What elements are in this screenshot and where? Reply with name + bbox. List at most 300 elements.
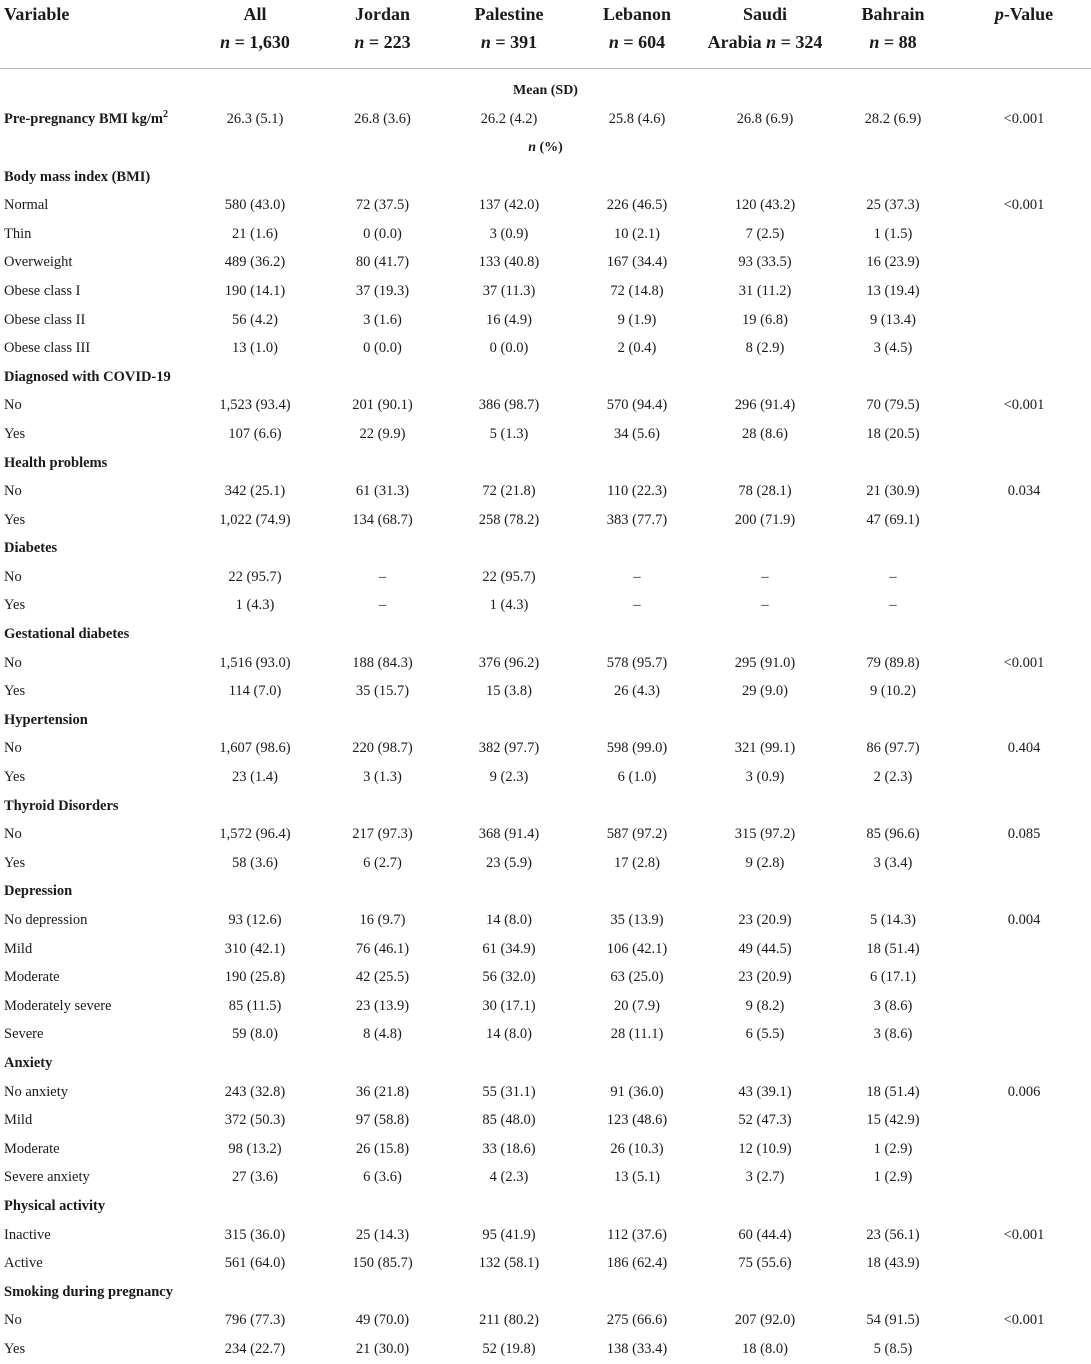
table-cell: – xyxy=(761,597,769,614)
section-title: Gestational diabetes xyxy=(4,626,130,643)
p-value-cell xyxy=(957,1135,1091,1164)
table-row xyxy=(0,763,1091,792)
table-cell: 75 (55.6) xyxy=(738,1255,792,1272)
table-cell: 17 (2.8) xyxy=(614,854,660,871)
table-cell: 12 (10.9) xyxy=(738,1140,792,1157)
bmi-label xyxy=(0,106,190,135)
row-label: Severe xyxy=(4,1026,44,1043)
table-cell: 275 (66.6) xyxy=(606,1312,668,1329)
header-col-name: Saudi xyxy=(742,4,788,24)
header-n-symbol: n xyxy=(354,32,365,52)
table-cell: 15 (3.8) xyxy=(486,683,532,700)
table-row xyxy=(0,191,1091,220)
table-cell: 3 (4.5) xyxy=(873,340,913,357)
header-lebanon xyxy=(573,0,701,68)
section-title: Hypertension xyxy=(4,711,88,728)
header-n-value: = 604 xyxy=(618,32,666,52)
spacer-cell xyxy=(0,68,1091,77)
table-row xyxy=(0,1164,1091,1193)
spacer-row xyxy=(0,68,1091,77)
header-variable: Variable xyxy=(0,0,190,68)
mean-sd-row xyxy=(0,77,1091,106)
table-cell: 9 (10.2) xyxy=(870,683,916,700)
table-cell: 190 (25.8) xyxy=(224,969,286,986)
table-cell: 28 (8.6) xyxy=(742,425,788,442)
table-cell: 7 (2.5) xyxy=(745,225,785,242)
section-title: Anxiety xyxy=(4,1054,53,1071)
table-cell: 78 (28.1) xyxy=(738,483,792,500)
table-cell: 18 (20.5) xyxy=(866,425,920,442)
row-label: Yes xyxy=(4,1340,26,1357)
p-value-cell xyxy=(957,506,1091,535)
table-cell: 23 (5.9) xyxy=(486,854,532,871)
table-cell: 107 (6.6) xyxy=(228,425,282,442)
table-cell: 1,607 (98.6) xyxy=(219,740,291,757)
table-cell: 34 (5.6) xyxy=(614,425,660,442)
table-cell: – xyxy=(378,597,387,614)
row-label: Yes xyxy=(4,683,26,700)
section-header-row xyxy=(0,1192,1091,1221)
header-n-value: = 324 xyxy=(776,32,823,52)
table-cell: 3 (1.6) xyxy=(363,311,402,328)
table-cell: 207 (92.0) xyxy=(734,1312,796,1329)
table-cell: 13 (19.4) xyxy=(866,282,920,299)
table-cell: – xyxy=(633,597,641,614)
table-cell: 23 (56.1) xyxy=(866,1226,920,1243)
table-cell: 23 (13.9) xyxy=(355,997,410,1014)
p-value-cell xyxy=(957,1106,1091,1135)
table-cell: 9 (2.8) xyxy=(745,854,785,871)
table-cell: 8 (2.9) xyxy=(745,340,785,357)
header-p-value xyxy=(957,0,1091,68)
table-cell: 3 (0.9) xyxy=(745,769,785,786)
table-cell: 2 (0.4) xyxy=(617,340,657,357)
table-cell: 31 (11.2) xyxy=(738,282,792,299)
table-cell: 15 (42.9) xyxy=(866,1112,920,1129)
row-label: Active xyxy=(4,1255,43,1272)
row-label: No xyxy=(4,568,22,585)
table-cell: 8 (4.8) xyxy=(363,1026,402,1043)
table-cell: 23 (20.9) xyxy=(738,969,792,986)
p-value-cell: 0.085 xyxy=(1007,826,1041,843)
table-cell: 6 (5.5) xyxy=(745,1026,785,1043)
section-title: Body mass index (BMI) xyxy=(4,168,151,185)
n-pct-italic: n xyxy=(528,140,536,156)
header-all xyxy=(190,0,320,68)
table-cell: 561 (64.0) xyxy=(224,1255,286,1272)
p-value-cell xyxy=(957,563,1091,592)
table-cell: 234 (22.7) xyxy=(224,1340,286,1357)
header-n-value: = 88 xyxy=(879,32,917,52)
section-header-row xyxy=(0,878,1091,907)
row-label: Thin xyxy=(4,225,32,242)
n-pct-row xyxy=(0,134,1091,163)
row-label: Mild xyxy=(4,1112,33,1129)
table-row xyxy=(0,1021,1091,1050)
table-cell: 26.8 (6.9) xyxy=(736,111,794,128)
table-cell: – xyxy=(889,597,897,614)
table-cell: 95 (41.9) xyxy=(482,1226,536,1243)
p-value-cell xyxy=(957,1021,1091,1050)
table-cell: 80 (41.7) xyxy=(355,254,410,271)
header-n-value: = 391 xyxy=(490,32,538,52)
table-cell: 1 (2.9) xyxy=(873,1140,913,1157)
table-row xyxy=(0,735,1091,764)
header-saudi-arabia xyxy=(701,0,829,68)
table-cell: 47 (69.1) xyxy=(866,511,920,528)
table-cell: 22 (95.7) xyxy=(482,568,536,585)
table-cell: 6 (2.7) xyxy=(363,854,402,871)
table-cell: 123 (48.6) xyxy=(606,1112,668,1129)
table-cell: 26.3 (5.1) xyxy=(226,111,284,128)
table-row xyxy=(0,277,1091,306)
section-header-row xyxy=(0,792,1091,821)
table-cell: 186 (62.4) xyxy=(606,1255,668,1272)
table-cell: 321 (99.1) xyxy=(734,740,796,757)
header-col-name: Jordan xyxy=(354,4,410,24)
table-row xyxy=(0,563,1091,592)
table-cell: 25.8 (4.6) xyxy=(608,111,666,128)
row-label: Yes xyxy=(4,425,26,442)
table-cell: 37 (11.3) xyxy=(482,282,536,299)
table-cell: 33 (18.6) xyxy=(482,1140,536,1157)
section-header-row xyxy=(0,1049,1091,1078)
table-cell: 14 (8.0) xyxy=(486,912,532,929)
table-cell: 16 (4.9) xyxy=(486,311,532,328)
table-cell: 188 (84.3) xyxy=(352,654,413,671)
table-cell: 72 (14.8) xyxy=(610,282,664,299)
table-cell: 58 (3.6) xyxy=(232,854,278,871)
table-cell: 72 (21.8) xyxy=(482,483,536,500)
table-cell: 26 (15.8) xyxy=(355,1140,410,1157)
header-n-value: = 223 xyxy=(364,32,411,52)
table-cell: 21 (1.6) xyxy=(232,225,278,242)
table-cell: 42 (25.5) xyxy=(355,969,410,986)
table-cell: 1,516 (93.0) xyxy=(219,654,291,671)
table-cell: 3 (2.7) xyxy=(745,1169,785,1186)
table-cell: 296 (91.4) xyxy=(734,397,796,414)
table-cell: – xyxy=(378,568,387,585)
row-label: No anxiety xyxy=(4,1083,69,1100)
table-cell: 3 (8.6) xyxy=(873,997,913,1014)
table-cell: 14 (8.0) xyxy=(486,1026,532,1043)
p-value-cell xyxy=(957,277,1091,306)
p-value-cell xyxy=(957,249,1091,278)
table-cell: 167 (34.4) xyxy=(606,254,668,271)
table-cell: 26.8 (3.6) xyxy=(354,111,411,128)
table-cell: 132 (58.1) xyxy=(478,1255,540,1272)
table-cell: 243 (32.8) xyxy=(224,1083,286,1100)
table-header xyxy=(0,0,1091,68)
table-cell: 26 (4.3) xyxy=(614,683,660,700)
table-cell: 0 (0.0) xyxy=(489,340,529,357)
table-cell: 0 (0.0) xyxy=(363,340,402,357)
table-cell: 9 (13.4) xyxy=(870,311,916,328)
bmi-label-sup: 2 xyxy=(162,109,168,121)
table-cell: 35 (13.9) xyxy=(610,912,664,929)
table-cell: 5 (8.5) xyxy=(873,1340,913,1357)
n-pct-label xyxy=(0,134,1091,163)
row-label: Moderately severe xyxy=(4,997,112,1014)
table-cell: 201 (90.1) xyxy=(352,397,413,414)
row-label: No xyxy=(4,740,22,757)
p-value-cell: 0.404 xyxy=(1007,740,1041,757)
row-label: Overweight xyxy=(4,254,73,271)
table-cell: 35 (15.7) xyxy=(355,683,410,700)
table-cell: 598 (99.0) xyxy=(606,740,668,757)
table-cell: 1 (2.9) xyxy=(873,1169,913,1186)
table-cell: 315 (97.2) xyxy=(734,826,796,843)
table-row xyxy=(0,649,1091,678)
table-cell: 59 (8.0) xyxy=(232,1026,278,1043)
table-cell: 52 (47.3) xyxy=(738,1112,792,1129)
table-cell: 368 (91.4) xyxy=(478,826,540,843)
table-cell: – xyxy=(633,568,641,585)
header-col-name: Bahrain xyxy=(861,4,925,24)
table-row xyxy=(0,677,1091,706)
table-cell: – xyxy=(761,568,769,585)
section-header-row xyxy=(0,1278,1091,1307)
table-row xyxy=(0,1335,1091,1364)
table-cell: 85 (48.0) xyxy=(482,1112,536,1129)
table-cell: 3 (8.6) xyxy=(873,1026,913,1043)
table-cell: 570 (94.4) xyxy=(606,397,668,414)
bmi-label-text: Pre-pregnancy BMI kg/m xyxy=(4,111,163,128)
section-header-row xyxy=(0,706,1091,735)
p-value-cell xyxy=(957,1249,1091,1278)
section-title: Diagnosed with COVID-19 xyxy=(4,368,171,385)
table-row xyxy=(0,592,1091,621)
p-value-cell: 0.034 xyxy=(1007,483,1041,500)
p-value-cell: 0.004 xyxy=(1007,912,1041,929)
table-cell: 21 (30.9) xyxy=(866,483,920,500)
table-cell: 9 (1.9) xyxy=(617,311,657,328)
header-p-text: -Value xyxy=(1003,4,1054,24)
table-cell: 6 (17.1) xyxy=(870,969,916,986)
header-n-symbol: n xyxy=(608,32,619,52)
n-pct-rest: (%) xyxy=(535,140,563,156)
table-cell: 217 (97.3) xyxy=(352,826,413,843)
table-row xyxy=(0,506,1091,535)
p-value-cell xyxy=(957,763,1091,792)
table-cell: 3 (3.4) xyxy=(873,854,913,871)
table-cell: 5 (1.3) xyxy=(489,425,529,442)
table-cell: 18 (43.9) xyxy=(866,1255,920,1272)
table-cell: 28 (11.1) xyxy=(610,1026,664,1043)
p-value-cell: <0.001 xyxy=(1003,1312,1045,1329)
table-cell: 9 (8.2) xyxy=(745,997,785,1014)
table-row xyxy=(0,1307,1091,1336)
table-row xyxy=(0,820,1091,849)
table-cell: 97 (58.8) xyxy=(355,1112,410,1129)
table-cell: 86 (97.7) xyxy=(866,740,920,757)
table-cell: 2 (2.3) xyxy=(873,769,913,786)
table-cell: 49 (44.5) xyxy=(738,940,792,957)
p-value-cell: 0.006 xyxy=(1007,1083,1041,1100)
row-label: No xyxy=(4,654,22,671)
row-label: Moderate xyxy=(4,1140,60,1157)
table-cell: 386 (98.7) xyxy=(478,397,540,414)
p-value-cell xyxy=(957,992,1091,1021)
table-cell: 342 (25.1) xyxy=(224,483,286,500)
row-label: Yes xyxy=(4,769,26,786)
p-value-cell xyxy=(957,1335,1091,1364)
table-cell: – xyxy=(889,568,897,585)
table-cell: 110 (22.3) xyxy=(607,483,667,500)
table-cell: 18 (8.0) xyxy=(742,1340,788,1357)
row-label: Obese class III xyxy=(4,340,91,357)
table-cell: 54 (91.5) xyxy=(866,1312,920,1329)
row-label: Moderate xyxy=(4,969,60,986)
table-cell: 28.2 (6.9) xyxy=(864,111,922,128)
table-cell: 315 (36.0) xyxy=(224,1226,286,1243)
table-cell: 93 (33.5) xyxy=(738,254,792,271)
table-cell: 23 (1.4) xyxy=(232,769,278,786)
table-cell: 4 (2.3) xyxy=(489,1169,529,1186)
table-row xyxy=(0,420,1091,449)
p-value-cell xyxy=(957,963,1091,992)
table-cell: 85 (11.5) xyxy=(228,997,282,1014)
table-cell: 25 (37.3) xyxy=(866,197,920,214)
p-value-cell xyxy=(957,334,1091,363)
table-cell: 61 (31.3) xyxy=(355,483,410,500)
table-row xyxy=(0,1221,1091,1250)
table-cell: 16 (23.9) xyxy=(866,254,920,271)
table-cell: 13 (5.1) xyxy=(614,1169,660,1186)
header-n-symbol: n xyxy=(766,32,777,52)
header-n-value: = 1,630 xyxy=(230,32,290,52)
table-row xyxy=(0,1249,1091,1278)
header-n-symbol: n xyxy=(480,32,491,52)
table-cell: 98 (13.2) xyxy=(228,1140,282,1157)
table-row xyxy=(0,220,1091,249)
table-cell: 16 (9.7) xyxy=(359,912,406,929)
row-label: Mild xyxy=(4,940,33,957)
table-cell: 6 (1.0) xyxy=(617,769,657,786)
row-label: No xyxy=(4,483,22,500)
table-cell: 1 (4.3) xyxy=(489,597,529,614)
row-label: No depression xyxy=(4,912,88,929)
table-cell: 5 (14.3) xyxy=(870,912,916,929)
table-cell: 43 (39.1) xyxy=(738,1083,792,1100)
table-row xyxy=(0,1106,1091,1135)
table-cell: 85 (96.6) xyxy=(866,826,920,843)
header-bahrain xyxy=(829,0,957,68)
section-header-row xyxy=(0,449,1091,478)
table-cell: 79 (89.8) xyxy=(866,654,920,671)
table-cell: 295 (91.0) xyxy=(734,654,796,671)
table-cell: 200 (71.9) xyxy=(734,511,796,528)
row-label: Obese class II xyxy=(4,311,86,328)
section-header-row xyxy=(0,163,1091,192)
section-header-row xyxy=(0,620,1091,649)
table-cell: 19 (6.8) xyxy=(742,311,788,328)
table-cell: 18 (51.4) xyxy=(866,940,920,957)
table-cell: 1,022 (74.9) xyxy=(219,511,291,528)
header-col-name: All xyxy=(243,4,267,24)
section-title: Physical activity xyxy=(4,1197,106,1214)
table-cell: 1 (4.3) xyxy=(235,597,275,614)
table-cell: 383 (77.7) xyxy=(606,511,668,528)
p-value-cell: <0.001 xyxy=(1003,397,1045,414)
table-row xyxy=(0,334,1091,363)
p-value-cell xyxy=(957,849,1091,878)
table-cell: 190 (14.1) xyxy=(224,282,286,299)
table-cell: 1 (1.5) xyxy=(873,225,913,242)
table-cell: 23 (20.9) xyxy=(738,912,792,929)
table-cell: 22 (95.7) xyxy=(228,568,282,585)
table-row xyxy=(0,306,1091,335)
row-label: No xyxy=(4,826,22,843)
mean-sd-label: Mean (SD) xyxy=(513,83,578,99)
table-cell: 376 (96.2) xyxy=(478,654,540,671)
table-cell: 25 (14.3) xyxy=(355,1226,410,1243)
p-value-cell: <0.001 xyxy=(1003,197,1045,214)
table-cell: 134 (68.7) xyxy=(352,511,413,528)
row-label: Severe anxiety xyxy=(4,1169,90,1186)
row-label: Yes xyxy=(4,854,26,871)
table-cell: 372 (50.3) xyxy=(224,1112,286,1129)
table-cell: 489 (36.2) xyxy=(224,254,286,271)
table-cell: 29 (9.0) xyxy=(742,683,788,700)
row-label: Obese class I xyxy=(4,282,81,299)
header-n-symbol: n xyxy=(869,32,880,52)
table-cell: 30 (17.1) xyxy=(482,997,536,1014)
table-cell: 137 (42.0) xyxy=(478,197,540,214)
table-cell: 796 (77.3) xyxy=(224,1312,286,1329)
header-col-name-cont: Arabia xyxy=(707,32,767,52)
p-value-cell xyxy=(957,677,1091,706)
table-cell: 21 (30.0) xyxy=(355,1340,410,1357)
p-value-cell xyxy=(957,306,1091,335)
section-header-row xyxy=(0,535,1091,564)
table-row xyxy=(0,1135,1091,1164)
p-value-cell xyxy=(957,935,1091,964)
table-cell: 226 (46.5) xyxy=(606,197,668,214)
section-header-row xyxy=(0,363,1091,392)
p-value-cell xyxy=(957,1164,1091,1193)
table-cell: <0.001 xyxy=(1003,111,1045,128)
header-row xyxy=(0,0,1091,68)
section-title: Diabetes xyxy=(4,540,58,557)
bmi-row xyxy=(0,106,1091,135)
table-cell: 211 (80.2) xyxy=(479,1312,539,1329)
table-cell: 114 (7.0) xyxy=(228,683,282,700)
table-cell: 26 (10.3) xyxy=(610,1140,664,1157)
table-cell: 133 (40.8) xyxy=(478,254,540,271)
header-col-name: Lebanon xyxy=(602,4,672,24)
table-cell: 10 (2.1) xyxy=(614,225,660,242)
table-cell: 106 (42.1) xyxy=(606,940,668,957)
table-cell: 27 (3.6) xyxy=(232,1169,278,1186)
p-value-cell xyxy=(957,220,1091,249)
row-label: Normal xyxy=(4,197,49,214)
table-cell: 587 (97.2) xyxy=(606,826,668,843)
table-row xyxy=(0,249,1091,278)
section-title: Thyroid Disorders xyxy=(4,797,119,814)
p-value-cell: <0.001 xyxy=(1003,1226,1045,1243)
table-cell: 36 (21.8) xyxy=(355,1083,410,1100)
table-cell: 72 (37.5) xyxy=(355,197,410,214)
table-cell: 1,523 (93.4) xyxy=(219,397,291,414)
row-label: Yes xyxy=(4,511,26,528)
table-cell: 70 (79.5) xyxy=(866,397,920,414)
table-cell: 91 (36.0) xyxy=(610,1083,664,1100)
table-cell: 63 (25.0) xyxy=(610,969,664,986)
table-cell: 258 (78.2) xyxy=(478,511,540,528)
table-row xyxy=(0,849,1091,878)
table-cell: 37 (19.3) xyxy=(355,282,410,299)
